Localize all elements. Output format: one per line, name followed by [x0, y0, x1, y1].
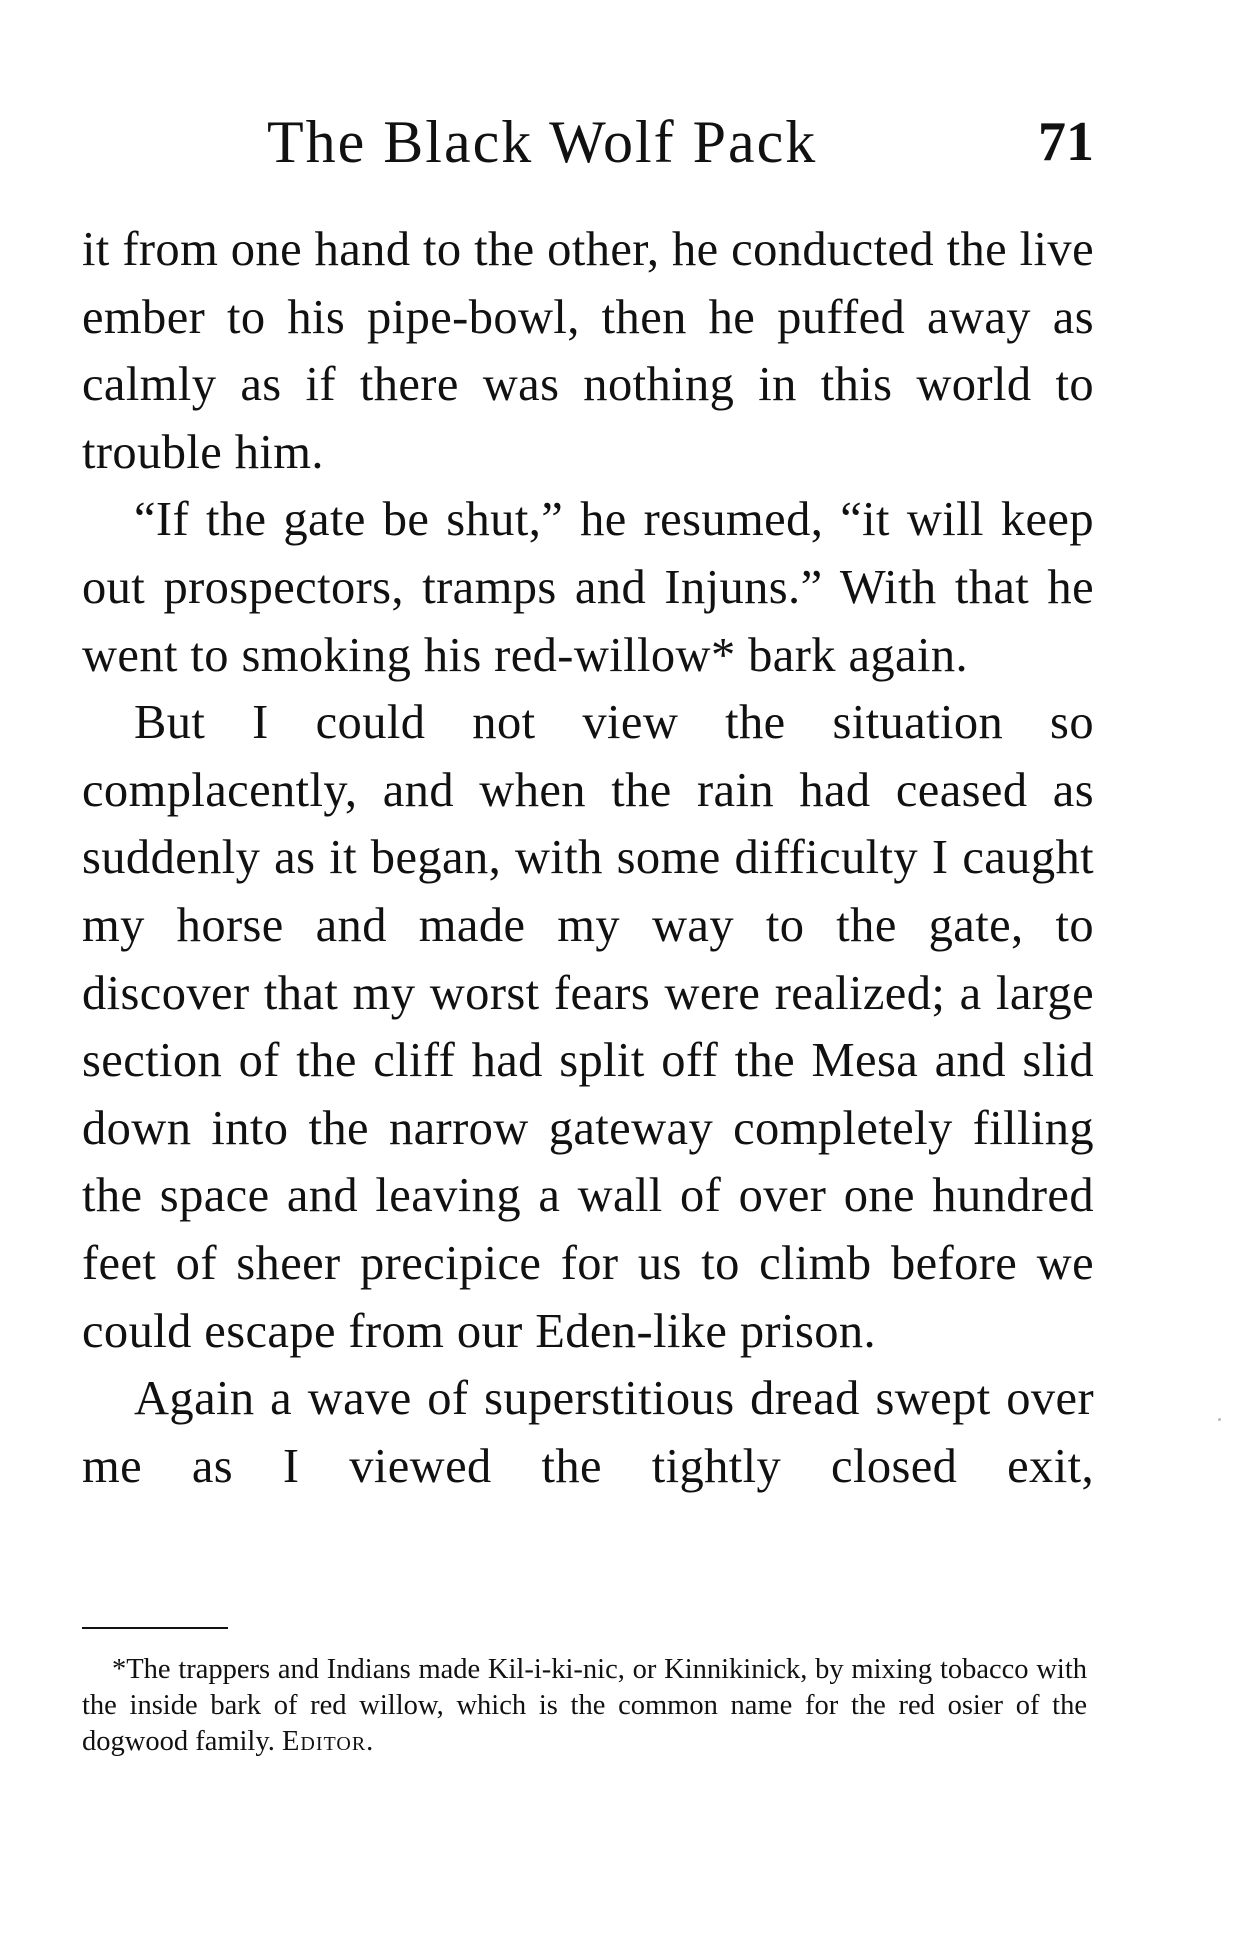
page-header [82, 102, 1094, 182]
body-text [82, 216, 1094, 1500]
running-title: The Black Wolf Pack [267, 109, 818, 175]
page-number: 71 [1038, 111, 1094, 173]
footnote-rule [82, 1627, 228, 1629]
paragraph-situation: But I could not view the situation so complacently, and when the rain had ceased as suddenly as it began, with some difficulty I caught my horse and made my way to the gate, to discover that my worst fears were realized; a large section of the cliff had split off the Mesa and slid down into the narrow gateway completely filling the space and leaving a wall of over one hundred feet of sheer precipice for us to climb before we could escape from our Eden-like prison. [82, 696, 1094, 1358]
footnote [82, 1652, 1087, 1760]
footnote-text: *The trappers and Indians made Kil-i-ki-nic, or Kinnikinick, by mixing tobacco with the inside bark of red willow, which is the common name for the red osier of the dogwood family. [82, 1654, 1087, 1757]
margin-speck [1218, 1418, 1221, 1421]
footnote-attribution: Editor. [282, 1726, 375, 1757]
paragraph-dread: Again a wave of superstitious dread swept over me as I viewed the tightly closed exit, [82, 1372, 1094, 1493]
paragraph-dialogue: “If the gate be shut,” he resumed, “it will keep out prospectors, tramps and Injuns.” With that he went to smoking his red-willow* bark again. [82, 493, 1094, 682]
paragraph-continued: it from one hand to the other, he conducted the live ember to his pipe-bowl, then he puffed away as calmly as if there was nothing in this world to trouble him. [82, 223, 1094, 479]
